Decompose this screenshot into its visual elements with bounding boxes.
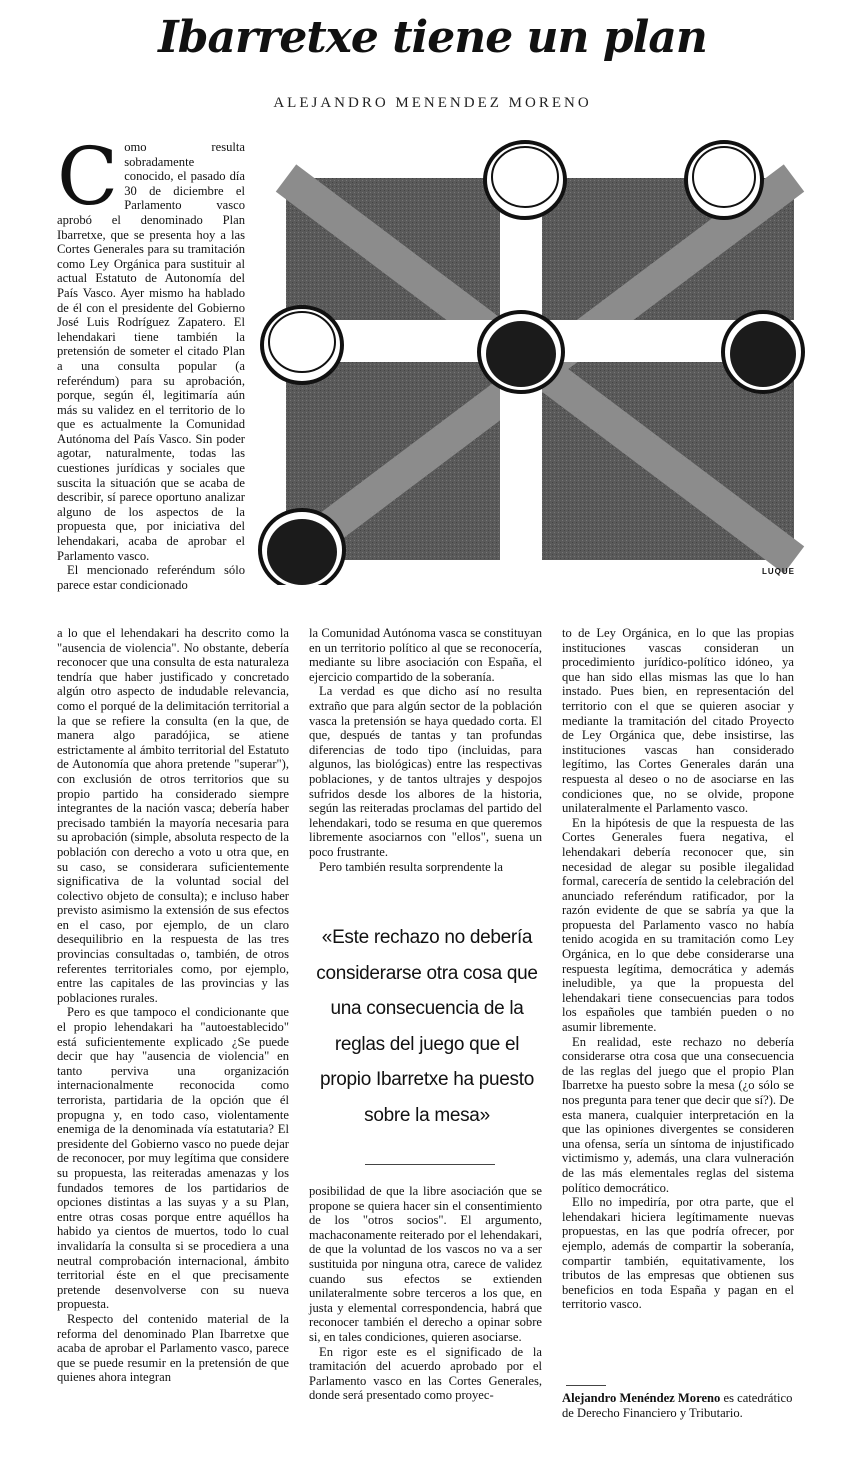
- paragraph: posibilidad de que la libre asociación que se propone se quiera hacer sin el consentimiento de los "otros socios". El argumento, machaconamente reiterado por el lehendakari, de que la voluntad de los vascos no va a ser sustituida por ninguna otra, carece de validez cuando sus efectos se extienden unilateralmente sobre terceros a los que, en justa y elemental correspondencia, habrá que reconocer también el derecho a opinar sobre si, en tales condiciones, quieren asociarse.: [309, 1184, 542, 1344]
- paragraph: to de Ley Orgánica, en lo que las propias instituciones vascas consideran un procedimiento jurídico-político idóneo, ya que han sido ellas mismas las que lo han instado. Pues bien, en representación del territorio con el que se quieren asociar y mediante la tramitación del citado Proyecto de Ley Orgánica que, debe insistirse, las instituciones vascas han considerado legítimo, las Cortes Generales darán una respuesta al deseo o no de asociarse en las condiciones que, no se olvide, propone unilateralmente el Parlamento vasco.: [562, 626, 794, 816]
- byline: ALEJANDRO MENENDEZ MORENO: [273, 95, 592, 111]
- author-bio: [562, 1391, 794, 1420]
- column-2-bottom: [309, 1184, 542, 1403]
- glass-dark-right: [723, 312, 803, 392]
- paragraph: En realidad, este rechazo no debería considerarse otra cosa que una consecuencia de las reglas del juego que el propio Plan Ibarretxe ha puesto sobre la mesa (¿o sólo se nos pregunta para tener que decir que sí?). De esta manera, cualquier interpretación en la que las opiniones divergentes se consideren una ofensa, sería un síntoma de injustificado victimismo y, además, una clara vulneración de las más elementales reglas del sistema político democrático.: [562, 1034, 794, 1195]
- pull-quote-rule: [365, 1164, 495, 1165]
- illustration-credit: LUQUE: [762, 567, 795, 576]
- paragraph: Respecto del contenido material de la reforma del denominado Plan Ibarretxe que acaba de aprobar el Parlamento vasco, parece que se puede resumir en la pretensión de que quienes ahora integran: [57, 1311, 289, 1385]
- paragraph: En rigor este es el significado de la tramitación del acuerdo aprobado por el Parlamento vasco en las Cortes Generales, donde será presentado como proyec-: [309, 1344, 542, 1403]
- paragraph: [57, 130, 245, 563]
- column-1-top: [57, 130, 245, 592]
- column-2-top: [309, 626, 542, 874]
- author-bio-name: Alejandro Menéndez Moreno: [562, 1391, 721, 1405]
- lead-text: omo resulta sobradamente conocido, el pasado día 30 de diciembre el Parlamento vasco aprobó el denominado Plan Ibarretxe, que se presenta hoy a las Cortes Generales para su tramitación como Ley Orgánica para sustituir al actual Estatuto de Autonomía del País Vasco. Ayer mismo ha hablado de él con el presidente del Gobierno José Luis Rodríguez Zapatero. El lehendakari tiene también la pretensión de someter el citado Plan a una consulta popular (a referéndum) para su aprobación, porque, según él, legitimaría aún más su validez en el territorio de lo que es actualmente la Comunidad Autónoma del País Vasco. Sin poder agotar, naturalmente, todas las cuestiones jurídicas y sociales que suscita la situación que se acaba de describir, sí parece oportuno analizar alguno de los aspectos de la propuesta que, por iniciativa del lehendakari, acaba de aprobar el Parlamento vasco.: [57, 140, 245, 563]
- paragraph: Pero es que tampoco el condicionante que el propio lehendakari ha "autoestablecido" está suficientemente explicado ¿Se puede decir que hay "ausencia de violencia" en tanto perviva una organización internacionalmente reconocida como terrorista, partidaria de la opción que él propugna y, en todo caso, violentamente enemiga de la denominada vía estatutaria? El presidente del Gobierno vasco no puede dejar de reconocer, por muy legítima que considere su propuesta, las reiteradas amenazas y los fundados temores de los partidarios de opciones distintas a las suyas y a su Plan, entre otras cosas porque entre aquéllos ha habido ya cientos de muertos, todo lo cual invalidaría la consulta si se procediera a una neutral comprobación internacional, ámbito territorial éste en el que precisamente pretende desenvolverse con su nueva propuesta.: [57, 1005, 289, 1312]
- drop-cap: C: [57, 130, 119, 223]
- illustration: [258, 140, 806, 585]
- author-bio-text: es catedrático de Derecho Financiero y Tributario.: [562, 1391, 793, 1420]
- column-1-bottom: [57, 626, 289, 1385]
- paragraph: Ello no impediría, por otra parte, que el lehendakari hiciera legítimamente nuevas propuestas, en las que podría ofrecer, por ejemplo, además de compartir la soberanía, compartir también, equitativamente, los tributos de las empresas que obtienen sus beneficios en toda España y pagan en el territorio vasco.: [562, 1195, 794, 1312]
- glass-dark-bottom-left: [260, 510, 344, 585]
- article-title: Ibarretxe tiene un plan: [158, 12, 707, 63]
- glass-white-top: [485, 142, 565, 218]
- column-3: [562, 626, 794, 1312]
- glass-white-top-right: [686, 142, 762, 218]
- paragraph: la Comunidad Autónoma vasca se constituyan en un territorio político al que se reconocería, mediante su libre asociación con España, el ejercicio compartido de la soberanía.: [309, 626, 542, 684]
- author-bio-rule: [566, 1385, 606, 1386]
- paragraph: La verdad es que dicho así no resulta extraño que para algún sector de la población vasca la pretensión se haya quedado corta. El que, después de tantas y tan profundas diferencias de todo tipo (incluidas, para algunos, las biológicas) entre las respectivas poblaciones, y de tantos ultrajes y despojos sufridos desde los albores de la historia, según las reiteradas proclamas del partido del lehendakari, todo se resuma en que queremos libremente asociarnos con "ellos", suena un poco frustrante.: [309, 684, 542, 859]
- glass-white-left: [262, 307, 342, 383]
- paragraph: En la hipótesis de que la respuesta de las Cortes Generales fuera negativa, el lehendakari debería reconocer que, sin necesidad de alegar su posible ilegalidad formal, carecería de sentido la celebración del anunciado referéndum ratificador, por la razón evidente de que se sabría ya que la propuesta del Parlamento vasco no había tenido acogida en su tramitación como Ley Orgánica, en lo que debe considerarse una respuesta legítima, democrática y además ineludible, ya que la propuesta del lehendakari tiene consecuencias para todos los españoles que también pueden o no asumir libremente.: [562, 815, 794, 1035]
- glass-dark-center: [479, 312, 563, 392]
- paragraph: El mencionado referéndum sólo parece estar condicionado: [57, 563, 245, 592]
- paragraph: Pero también resulta sorprendente la: [319, 859, 503, 874]
- paragraph: a lo que el lehendakari ha descrito como la "ausencia de violencia". No obstante, debería reconocer que una consulta de esta naturaleza tendría que haber justificado y concretado algún otro aspecto de indudable relevancia, como el porqué de la delimitación territorial a la que se refiere la consulta (en la que, de manera algo paradójica, se atiene estrictamente al ámbito territorial del Estatuto de Autonomía que ahora pretende "superar"), con exclusión de otros territorios que su propio partido ha considerado siempre integrantes de la nación vasca; debería haber precisado también la mayoría necesaria para su aprobación (simple, absoluta respecto de la población con derecho a voto u otra que, en su caso, se considerara suficientemente significativa de la voluntad social del colectivo objeto de consulta); e incluso haber previsto asimismo la extensión de sus efectos en el caso, por ejemplo, de un claro desequilibrio en la respuesta de las tres provincias consultadas o, también, de otros referentes territoriales como, por ejemplo, entre las capitales de las provincias y las poblaciones rurales.: [57, 626, 289, 1005]
- pull-quote: «Este rechazo no debería considerarse otra cosa que una consecuencia de la reglas del juego que el propio Ibarretxe ha puesto sobre la mesa»: [316, 927, 538, 1126]
